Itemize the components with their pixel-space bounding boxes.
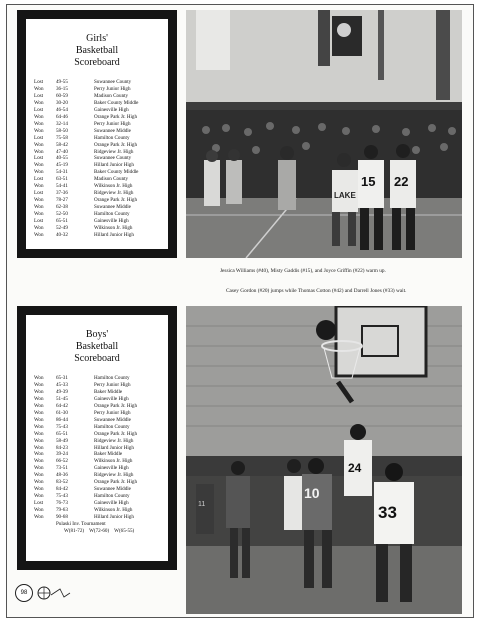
boys-scoreboard-title xyxy=(26,329,168,365)
boys-game-row xyxy=(34,472,164,479)
girls-game-score: 63-51 xyxy=(56,176,68,183)
boys-game-row xyxy=(34,445,164,452)
girls-scoreboard-title xyxy=(26,33,168,69)
boys-game-score: 61-30 xyxy=(56,409,68,416)
photo-boys-jump xyxy=(186,306,462,614)
boys-game-row xyxy=(34,451,164,458)
boys-game-opponent: Hillard Junior High xyxy=(94,444,134,451)
girls-game-result: Lost xyxy=(34,155,44,162)
boys-game-score: 65-31 xyxy=(56,375,68,381)
girls-game-score: 49-55 xyxy=(56,79,68,85)
boys-game-row xyxy=(34,417,164,424)
photo-girls-warmup xyxy=(186,10,462,258)
boys-game-opponent: Hamilton County xyxy=(94,375,130,381)
jersey-22: 22 xyxy=(394,174,409,189)
girls-game-row xyxy=(34,128,164,135)
girls-game-score: 54-31 xyxy=(56,169,68,176)
girls-game-score: 64-46 xyxy=(56,113,68,120)
girls-game-result: Won xyxy=(34,99,44,106)
girls-game-opponent: Gainesville High xyxy=(94,218,129,225)
girls-game-score: 52-49 xyxy=(56,225,68,232)
boys-game-result: Won xyxy=(34,472,44,479)
girls-game-score: 30-20 xyxy=(56,99,68,106)
girls-game-result: Lost xyxy=(34,134,44,141)
boys-game-opponent: Wilkinson Jr. High xyxy=(94,458,133,465)
girls-game-opponent: Hamilton County xyxy=(94,134,130,141)
boys-game-result: Won xyxy=(34,444,44,451)
boys-game-row xyxy=(34,465,164,472)
girls-game-score: 75-58 xyxy=(56,134,68,141)
girls-game-row xyxy=(34,197,164,204)
boys-game-result: Won xyxy=(34,493,44,500)
girls-game-row xyxy=(34,86,164,93)
boys-game-score: 86-44 xyxy=(56,416,68,423)
boys-game-row xyxy=(34,479,164,486)
boys-game-score: 75-43 xyxy=(56,493,68,500)
boys-game-result: Won xyxy=(34,507,44,514)
boys-game-opponent: Hamilton County xyxy=(94,493,130,500)
boys-game-score: 75-43 xyxy=(56,423,68,430)
girls-game-score: 46-54 xyxy=(56,106,68,113)
girls-game-row xyxy=(34,218,164,225)
boys-game-row xyxy=(34,493,164,500)
boys-game-opponent: Suwannee Middle xyxy=(94,486,131,493)
jersey-33: 33 xyxy=(378,503,397,522)
girls-game-opponent: Wilkinson Jr. High xyxy=(94,183,133,190)
boys-game-row xyxy=(34,486,164,493)
boys-tournament xyxy=(56,521,134,535)
girls-game-row xyxy=(34,114,164,121)
boys-game-opponent: Perry Junior High xyxy=(94,409,131,416)
girls-game-result: Won xyxy=(34,204,44,211)
girls-game-score: 60-59 xyxy=(56,92,68,99)
photo-boys-jump-image xyxy=(186,306,462,614)
boys-game-score: 66-52 xyxy=(56,458,68,465)
girls-game-score: 47-40 xyxy=(56,148,68,155)
boys-game-row xyxy=(34,403,164,410)
girls-game-result: Lost xyxy=(34,92,44,99)
boys-game-result: Won xyxy=(34,437,44,444)
boys-game-score: 79-63 xyxy=(56,507,68,514)
girls-game-opponent: Wilkinson Jr. High xyxy=(94,225,133,232)
girls-game-row xyxy=(34,100,164,107)
girls-game-opponent: Baker County Middle xyxy=(94,99,139,106)
boys-game-row xyxy=(34,431,164,438)
girls-game-result: Lost xyxy=(34,79,44,85)
boys-game-score: 64-42 xyxy=(56,402,68,409)
boys-game-row xyxy=(34,396,164,403)
boys-game-score: 65-51 xyxy=(56,430,68,437)
boys-game-row xyxy=(34,458,164,465)
boys-game-opponent: Gainesville High xyxy=(94,465,129,472)
boys-game-result: Won xyxy=(34,514,44,521)
boys-scoreboard-card xyxy=(26,315,168,561)
girls-game-result: Lost xyxy=(34,176,44,183)
girls-title-line1: Girls' xyxy=(86,33,108,44)
girls-game-score: 52-50 xyxy=(56,211,68,218)
girls-scoreboard-card xyxy=(26,19,168,249)
boys-game-opponent: Hillard Junior High xyxy=(94,514,134,521)
boys-game-opponent: Baker Middle xyxy=(94,451,123,458)
girls-game-opponent: Suwannee Middle xyxy=(94,127,131,134)
girls-game-score: 32-14 xyxy=(56,120,68,127)
boys-scoreboard xyxy=(17,306,177,570)
girls-game-row xyxy=(34,225,164,232)
boys-game-score: 48-36 xyxy=(56,472,68,479)
boys-game-score: 49-39 xyxy=(56,388,68,395)
boys-game-row xyxy=(34,375,164,382)
girls-game-row xyxy=(34,142,164,149)
girls-title-line2: Basketball xyxy=(75,45,119,56)
boys-game-opponent: Ridgeview Jr. High xyxy=(94,437,134,444)
boys-game-score: 84-23 xyxy=(56,444,68,451)
boys-game-score: 73-51 xyxy=(56,465,68,472)
girls-game-row xyxy=(34,135,164,142)
boys-game-opponent: Ridgeview Jr. High xyxy=(94,472,134,479)
girls-game-row xyxy=(34,169,164,176)
girls-game-score: 58-50 xyxy=(56,127,68,134)
basketball-icon xyxy=(24,585,74,601)
boys-game-opponent: Orange Park Jr. High xyxy=(94,430,138,437)
boys-game-opponent: Hamilton County xyxy=(94,423,130,430)
girls-game-result: Won xyxy=(34,141,44,148)
jersey-10: 10 xyxy=(304,485,320,501)
girls-game-score: 40-55 xyxy=(56,155,68,162)
girls-game-opponent: Suwannee County xyxy=(94,155,132,162)
boys-game-row xyxy=(34,500,164,507)
boys-game-opponent: Wilkinson Jr. High xyxy=(94,507,133,514)
boys-game-score: 39-24 xyxy=(56,451,68,458)
girls-game-result: Won xyxy=(34,162,44,169)
girls-game-opponent: Madison County xyxy=(94,92,129,99)
photo-girls-warmup-image xyxy=(186,10,462,258)
boys-tournament-scores: W(81-72) W(72-60) W(65-55) xyxy=(64,527,135,534)
boys-games-list xyxy=(34,375,164,521)
page-number: 98 xyxy=(15,584,33,602)
boys-game-row xyxy=(34,410,164,417)
caption-top: Jessica Williams (#40), Misty Gaddis (#15), and Joyce Griffin (#22) warm up. xyxy=(220,268,386,274)
girls-game-result: Lost xyxy=(34,218,44,225)
girls-game-score: 37-36 xyxy=(56,190,68,197)
boys-game-result: Won xyxy=(34,423,44,430)
boys-game-result: Won xyxy=(34,486,44,493)
girls-game-result: Lost xyxy=(34,106,44,113)
girls-game-result: Won xyxy=(34,169,44,176)
girls-game-opponent: Baker County Middle xyxy=(94,169,139,176)
boys-game-row xyxy=(34,382,164,389)
boys-game-result: Won xyxy=(34,409,44,416)
jersey-24: 24 xyxy=(348,461,362,475)
boys-game-opponent: Baker Middle xyxy=(94,388,123,395)
girls-game-result: Won xyxy=(34,85,44,92)
girls-game-result: Lost xyxy=(34,190,44,197)
girls-game-score: 45-19 xyxy=(56,162,68,169)
girls-game-opponent: Madison County xyxy=(94,176,129,183)
girls-title-line3: Scoreboard xyxy=(74,57,120,68)
boys-game-result: Won xyxy=(34,402,44,409)
boys-tournament-name: Pulaski Inv. Tournament xyxy=(56,521,106,527)
boys-game-row xyxy=(34,507,164,514)
girls-game-result: Won xyxy=(34,231,44,238)
girls-game-opponent: Ridgeview Jr. High xyxy=(94,190,134,197)
boys-game-opponent: Gainesville High xyxy=(94,395,129,402)
girls-games-list xyxy=(34,79,164,239)
boys-game-result: Won xyxy=(34,451,44,458)
girls-game-result: Won xyxy=(34,148,44,155)
girls-game-row xyxy=(34,79,164,86)
girls-game-opponent: Perry Junior High xyxy=(94,120,131,127)
girls-game-opponent: Suwannee Middle xyxy=(94,204,131,211)
boys-game-result: Won xyxy=(34,388,44,395)
boys-title-line3: Scoreboard xyxy=(74,353,120,364)
girls-game-score: 40-32 xyxy=(56,231,68,238)
boys-game-score: 83-52 xyxy=(56,479,68,486)
girls-game-score: 65-51 xyxy=(56,218,68,225)
boys-game-result: Won xyxy=(34,458,44,465)
boys-game-result: Won xyxy=(34,479,44,486)
boys-game-score: 58-49 xyxy=(56,437,68,444)
boys-game-score: 51-45 xyxy=(56,395,68,402)
girls-game-opponent: Hillard Junior High xyxy=(94,162,134,169)
boys-game-row xyxy=(34,424,164,431)
boys-game-row xyxy=(34,389,164,396)
girls-game-opponent: Orange Park Jr. High xyxy=(94,113,138,120)
girls-game-row xyxy=(34,232,164,239)
girls-game-result: Won xyxy=(34,225,44,232)
girls-game-opponent: Hamilton County xyxy=(94,211,130,218)
girls-game-row xyxy=(34,155,164,162)
girls-game-opponent: Hillard Junior High xyxy=(94,231,134,238)
girls-game-opponent: Ridgeview Jr. High xyxy=(94,148,134,155)
girls-game-row xyxy=(34,183,164,190)
girls-game-result: Won xyxy=(34,127,44,134)
girls-game-score: 58-42 xyxy=(56,141,68,148)
girls-game-row xyxy=(34,149,164,156)
girls-game-opponent: Orange Park Jr. High xyxy=(94,141,138,148)
girls-game-result: Won xyxy=(34,120,44,127)
girls-game-score: 36-15 xyxy=(56,85,68,92)
boys-game-result: Won xyxy=(34,465,44,472)
girls-game-row xyxy=(34,190,164,197)
boys-game-result: Won xyxy=(34,381,44,388)
girls-game-row xyxy=(34,107,164,114)
girls-game-result: Won xyxy=(34,211,44,218)
caption-bottom: Casey Gordon (#20) jumps while Thomas Cotton (#42) and Darrell Jones (#33) wait. xyxy=(226,288,407,294)
jersey-15: 15 xyxy=(361,174,376,189)
boys-game-score: 76-73 xyxy=(56,500,68,507)
boys-game-opponent: Orange Park Jr. High xyxy=(94,402,138,409)
boys-game-result: Lost xyxy=(34,500,44,507)
girls-game-row xyxy=(34,176,164,183)
girls-game-score: 78-27 xyxy=(56,197,68,204)
girls-game-row xyxy=(34,162,164,169)
girls-game-opponent: Perry Junior High xyxy=(94,85,131,92)
girls-game-score: 54-41 xyxy=(56,183,68,190)
jersey-11: 11 xyxy=(198,501,206,508)
boys-game-result: Won xyxy=(34,375,44,381)
boys-game-row xyxy=(34,514,164,521)
boys-game-row xyxy=(34,438,164,445)
girls-game-score: 62-38 xyxy=(56,204,68,211)
girls-game-result: Won xyxy=(34,197,44,204)
boys-game-result: Won xyxy=(34,430,44,437)
boys-game-opponent: Orange Park Jr. High xyxy=(94,479,138,486)
boys-game-score: 90-68 xyxy=(56,514,68,521)
boys-game-opponent: Perry Junior High xyxy=(94,381,131,388)
girls-scoreboard xyxy=(17,10,177,258)
boys-title-line1: Boys' xyxy=(85,329,109,340)
girls-game-result: Won xyxy=(34,183,44,190)
jersey-lake: LAKE xyxy=(334,191,356,200)
boys-game-result: Won xyxy=(34,395,44,402)
girls-game-row xyxy=(34,93,164,100)
girls-game-row xyxy=(34,211,164,218)
boys-game-opponent: Suwannee Middle xyxy=(94,416,131,423)
boys-title-line2: Basketball xyxy=(75,341,119,352)
boys-game-score: 84-42 xyxy=(56,486,68,493)
girls-game-opponent: Suwannee County xyxy=(94,79,132,85)
girls-game-opponent: Gainesville High xyxy=(94,106,129,113)
girls-game-result: Won xyxy=(34,113,44,120)
girls-game-row xyxy=(34,204,164,211)
girls-game-opponent: Orange Park Jr. High xyxy=(94,197,138,204)
boys-game-score: 45-33 xyxy=(56,381,68,388)
boys-game-result: Won xyxy=(34,416,44,423)
girls-game-row xyxy=(34,121,164,128)
boys-game-opponent: Gainesville High xyxy=(94,500,129,507)
